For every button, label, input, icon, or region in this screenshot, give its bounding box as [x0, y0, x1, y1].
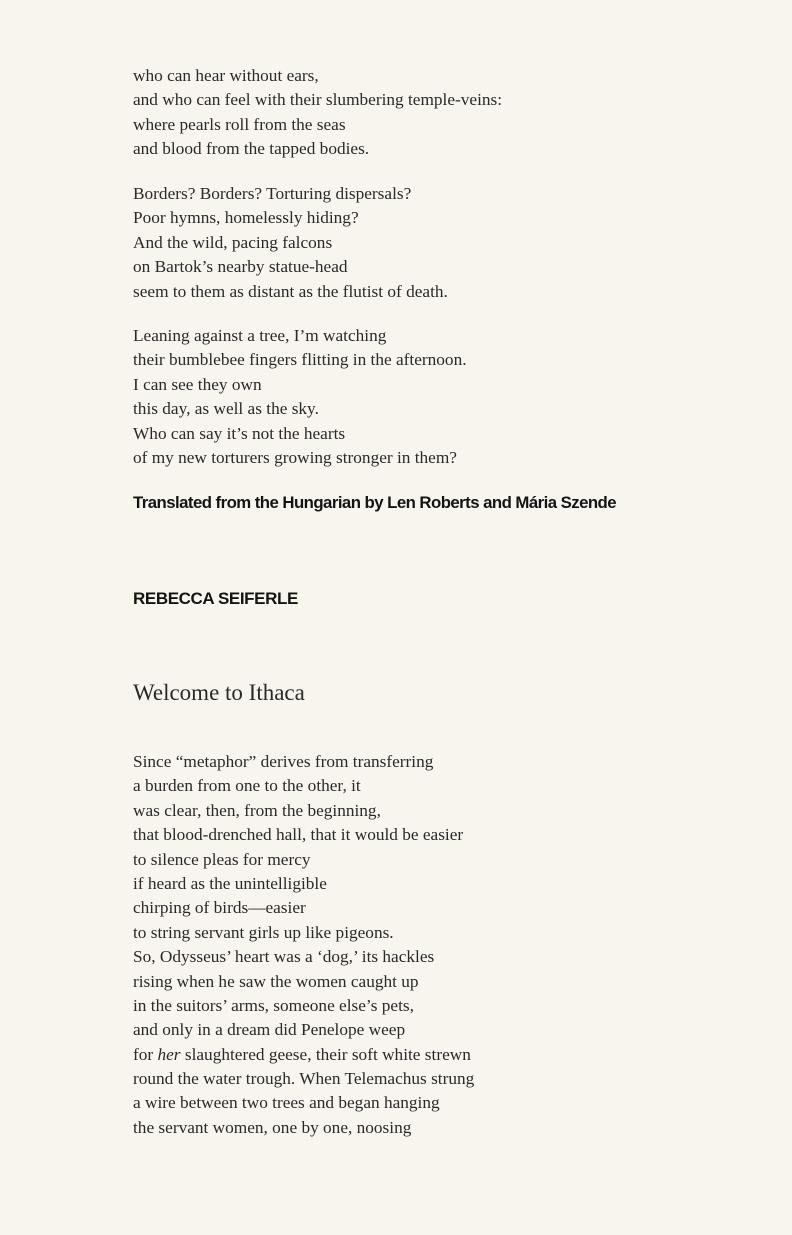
- poem-line: I can see they own: [133, 374, 262, 394]
- poem-stanza: [133, 64, 502, 162]
- poem-title: Welcome to Ithaca: [133, 680, 305, 705]
- poem-line: this day, as well as the sky.: [133, 399, 319, 419]
- poem-line: Poor hymns, homelessly hiding?: [133, 208, 359, 228]
- poem-line-italic: her: [157, 1044, 181, 1064]
- poem-stanza: [133, 324, 467, 470]
- poem-stanza: [133, 182, 448, 304]
- poem-line: of my new torturers growing stronger in them?: [133, 447, 457, 467]
- poem-line: on Bartok’s nearby statue-head: [133, 257, 348, 277]
- poem-line: a burden from one to the other, it: [133, 776, 361, 796]
- author-name: REBECCA SEIFERLE: [133, 589, 298, 608]
- poem-line: Who can say it’s not the hearts: [133, 423, 346, 443]
- poem-line: and who can feel with their slumbering temple-veins:: [133, 90, 503, 110]
- poem-line: And the wild, pacing falcons: [133, 232, 333, 252]
- translation-credit: Translated from the Hungarian by Len Roberts and Mária Szende: [133, 493, 617, 512]
- poem-line: in the suitors’ arms, someone else’s pets,: [133, 995, 414, 1015]
- poem-line: seem to them as distant as the flutist of death.: [133, 281, 448, 301]
- poem-line: and blood from the tapped bodies.: [133, 139, 370, 159]
- poem-line: chirping of birds—easier: [133, 898, 306, 918]
- poem-line: a wire between two trees and began hanging: [133, 1093, 440, 1113]
- poem-line: their bumblebee fingers flitting in the afternoon.: [133, 350, 467, 370]
- poem-line: to silence pleas for mercy: [133, 849, 311, 869]
- poem-line: the servant women, one by one, noosing: [133, 1117, 412, 1137]
- poem-line: and only in a dream did Penelope weep: [133, 1020, 406, 1040]
- poem-line: that blood-drenched hall, that it would be easier: [133, 825, 464, 845]
- poem-line: to string servant girls up like pigeons.: [133, 922, 394, 942]
- poem-line: Since “metaphor” derives from transferring: [133, 752, 434, 771]
- poem-line: was clear, then, from the beginning,: [133, 800, 381, 820]
- poem-line: round the water trough. When Telemachus strung: [133, 1069, 475, 1089]
- poem-line: if heard as the unintelligible: [133, 873, 327, 893]
- poem-line: who can hear without ears,: [133, 66, 319, 85]
- poem-line: So, Odysseus’ heart was a ‘dog,’ its hackles: [133, 947, 435, 967]
- poem-line: where pearls roll from the seas: [133, 114, 346, 134]
- poem-line: Leaning against a tree, I’m watching: [133, 326, 387, 345]
- poem-line: rising when he saw the women caught up: [133, 971, 419, 991]
- poem-line-prefix: for: [133, 1044, 158, 1064]
- poem-line: Borders? Borders? Torturing dispersals?: [133, 184, 412, 203]
- poem-body: [133, 750, 474, 1140]
- poem-line-rest: slaughtered geese, their soft white strewn: [180, 1044, 471, 1064]
- poem-line: [133, 1043, 474, 1067]
